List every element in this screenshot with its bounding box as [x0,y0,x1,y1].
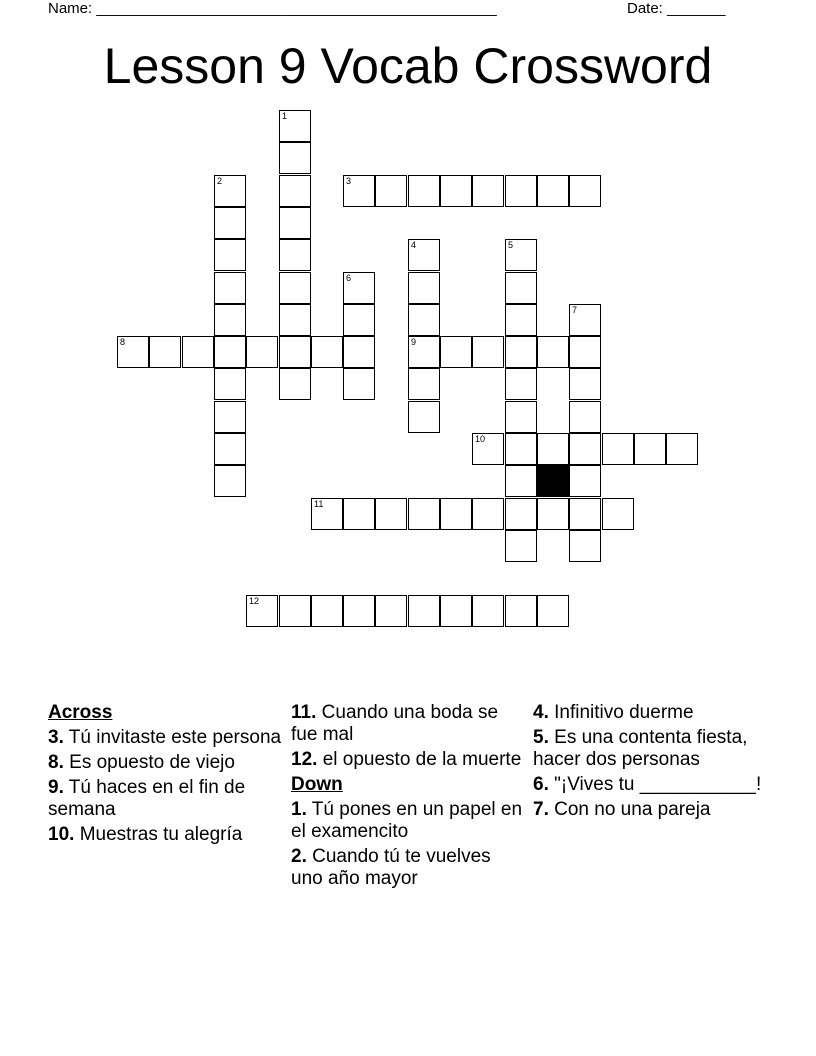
grid-cell[interactable] [408,401,440,433]
grid-cell[interactable] [569,368,601,400]
grid-cell[interactable] [569,401,601,433]
clue-across-10 [48,824,284,846]
page-title: Lesson 9 Vocab Crossword [103,38,713,94]
grid-cell[interactable] [505,595,537,627]
grid-cell[interactable] [117,336,149,368]
grid-cell[interactable] [214,433,246,465]
clue-number: 4. [533,702,549,723]
clue-text: Infinitivo duerme [554,702,694,723]
clue-down-1 [291,799,527,843]
grid-cell[interactable] [311,595,343,627]
grid-number: 2 [217,176,223,186]
grid-cell[interactable] [279,110,311,142]
name-field-label: Name: ________________________________________________ [48,0,497,17]
clue-number: 9. [48,777,64,798]
grid-cell[interactable] [505,530,537,562]
grid-cell[interactable] [311,336,343,368]
clue-text: Es opuesto de viejo [69,752,235,773]
clue-down-5 [533,727,773,771]
grid-cell[interactable] [408,175,440,207]
clue-text: el opuesto de la muerte [322,749,522,770]
clue-number: 2. [291,846,307,867]
clue-text: Tú haces en el fin de semana [48,777,246,820]
grid-cell[interactable] [375,498,407,530]
grid-cell[interactable] [279,239,311,271]
grid-cell[interactable] [505,498,537,530]
grid-cell[interactable] [343,595,375,627]
grid-cell[interactable] [408,498,440,530]
grid-cell[interactable] [214,207,246,239]
grid-cell[interactable] [569,336,601,368]
grid-cell[interactable] [537,175,569,207]
grid-cell[interactable] [408,595,440,627]
grid-cell[interactable] [214,175,246,207]
grid-number: 4 [411,240,417,250]
down-heading: Down [291,774,343,795]
grid-cell[interactable] [214,336,246,368]
grid-cell[interactable] [569,465,601,497]
grid-cell[interactable] [537,336,569,368]
grid-cell[interactable] [246,595,278,627]
clue-text: Con no una pareja [554,799,711,820]
grid-cell[interactable] [279,142,311,174]
clue-column-1 [48,702,284,849]
grid-cell[interactable] [214,304,246,336]
clue-text: Tú pones en un papel en el examencito [291,799,523,842]
clue-across-3 [48,727,284,749]
grid-cell[interactable] [279,175,311,207]
grid-cell[interactable] [505,272,537,304]
across-heading: Across [48,702,113,723]
grid-cell[interactable] [505,175,537,207]
grid-cell[interactable] [182,336,214,368]
grid-cell[interactable] [343,175,375,207]
grid-cell[interactable] [214,401,246,433]
grid-cell[interactable] [408,239,440,271]
grid-cell[interactable] [472,595,504,627]
clue-text: Cuando tú te vuelves uno año mayor [291,846,491,889]
grid-cell[interactable] [279,207,311,239]
grid-cell[interactable] [343,272,375,304]
clue-down-4 [533,702,773,724]
clue-across-8 [48,752,284,774]
grid-cell[interactable] [279,595,311,627]
grid-number: 9 [411,337,417,347]
grid-number: 3 [346,176,352,186]
black-grid-cell [537,465,569,497]
clue-text: Muestras tu alegría [79,824,243,845]
clue-text: Tú invitaste este persona [68,727,282,748]
grid-cell[interactable] [214,465,246,497]
grid-cell[interactable] [214,272,246,304]
grid-cell[interactable] [440,498,472,530]
grid-cell[interactable] [343,368,375,400]
grid-cell[interactable] [408,336,440,368]
grid-cell[interactable] [472,433,504,465]
clue-text: "¡Vives tu ___________! [554,774,762,795]
grid-cell[interactable] [440,175,472,207]
grid-number: 6 [346,273,352,283]
clue-across-12 [291,749,527,771]
grid-cell[interactable] [279,304,311,336]
clue-text: Cuando una boda se fue mal [291,702,499,745]
grid-cell[interactable] [537,433,569,465]
grid-cell[interactable] [311,498,343,530]
grid-cell[interactable] [343,336,375,368]
grid-cell[interactable] [279,336,311,368]
grid-number: 1 [282,111,288,121]
grid-cell[interactable] [472,336,504,368]
grid-cell[interactable] [569,304,601,336]
clue-number: 12. [291,749,318,770]
clue-down-7 [533,799,773,821]
grid-cell[interactable] [408,272,440,304]
clue-across-9 [48,777,284,821]
grid-cell[interactable] [505,304,537,336]
grid-cell[interactable] [440,595,472,627]
grid-cell[interactable] [440,336,472,368]
grid-cell[interactable] [569,433,601,465]
grid-cell[interactable] [246,336,278,368]
grid-number: 11 [314,499,324,509]
clue-number: 11. [291,702,317,723]
clue-number: 5. [533,727,549,748]
clue-column-2 [291,702,527,893]
clue-number: 1. [291,799,307,820]
grid-cell[interactable] [343,304,375,336]
grid-cell[interactable] [214,368,246,400]
grid-cell[interactable] [505,433,537,465]
grid-cell[interactable] [569,530,601,562]
grid-cell[interactable] [505,239,537,271]
grid-cell[interactable] [537,498,569,530]
clue-down-2 [291,846,527,890]
grid-cell[interactable] [569,498,601,530]
grid-cell[interactable] [666,433,698,465]
grid-cell[interactable] [602,433,634,465]
clue-number: 10. [48,824,75,845]
grid-number: 5 [508,240,514,250]
grid-cell[interactable] [505,336,537,368]
clue-across-11 [291,702,527,746]
grid-cell[interactable] [408,368,440,400]
grid-cell[interactable] [408,304,440,336]
grid-number: 10 [475,434,486,444]
grid-cell[interactable] [569,175,601,207]
clue-number: 8. [48,752,64,773]
grid-cell[interactable] [375,175,407,207]
grid-cell[interactable] [214,239,246,271]
date-field-label: Date: _______ [627,0,726,17]
grid-cell[interactable] [279,272,311,304]
grid-number: 12 [249,596,260,606]
grid-cell[interactable] [375,595,407,627]
grid-cell[interactable] [279,368,311,400]
clue-down-6 [533,774,773,796]
grid-cell[interactable] [505,368,537,400]
clue-number: 3. [48,727,64,748]
clue-number: 6. [533,774,549,795]
grid-cell[interactable] [537,595,569,627]
clue-text: Es una contenta fiesta, hacer dos personas [533,727,748,770]
grid-cell[interactable] [343,498,375,530]
grid-cell[interactable] [602,498,634,530]
grid-cell[interactable] [472,175,504,207]
grid-cell[interactable] [634,433,666,465]
clue-column-3 [533,702,773,824]
grid-number: 8 [120,337,126,347]
grid-cell[interactable] [505,401,537,433]
grid-cell[interactable] [472,498,504,530]
grid-number: 7 [572,305,578,315]
grid-cell[interactable] [149,336,181,368]
grid-cell[interactable] [505,465,537,497]
clue-number: 7. [533,799,549,820]
